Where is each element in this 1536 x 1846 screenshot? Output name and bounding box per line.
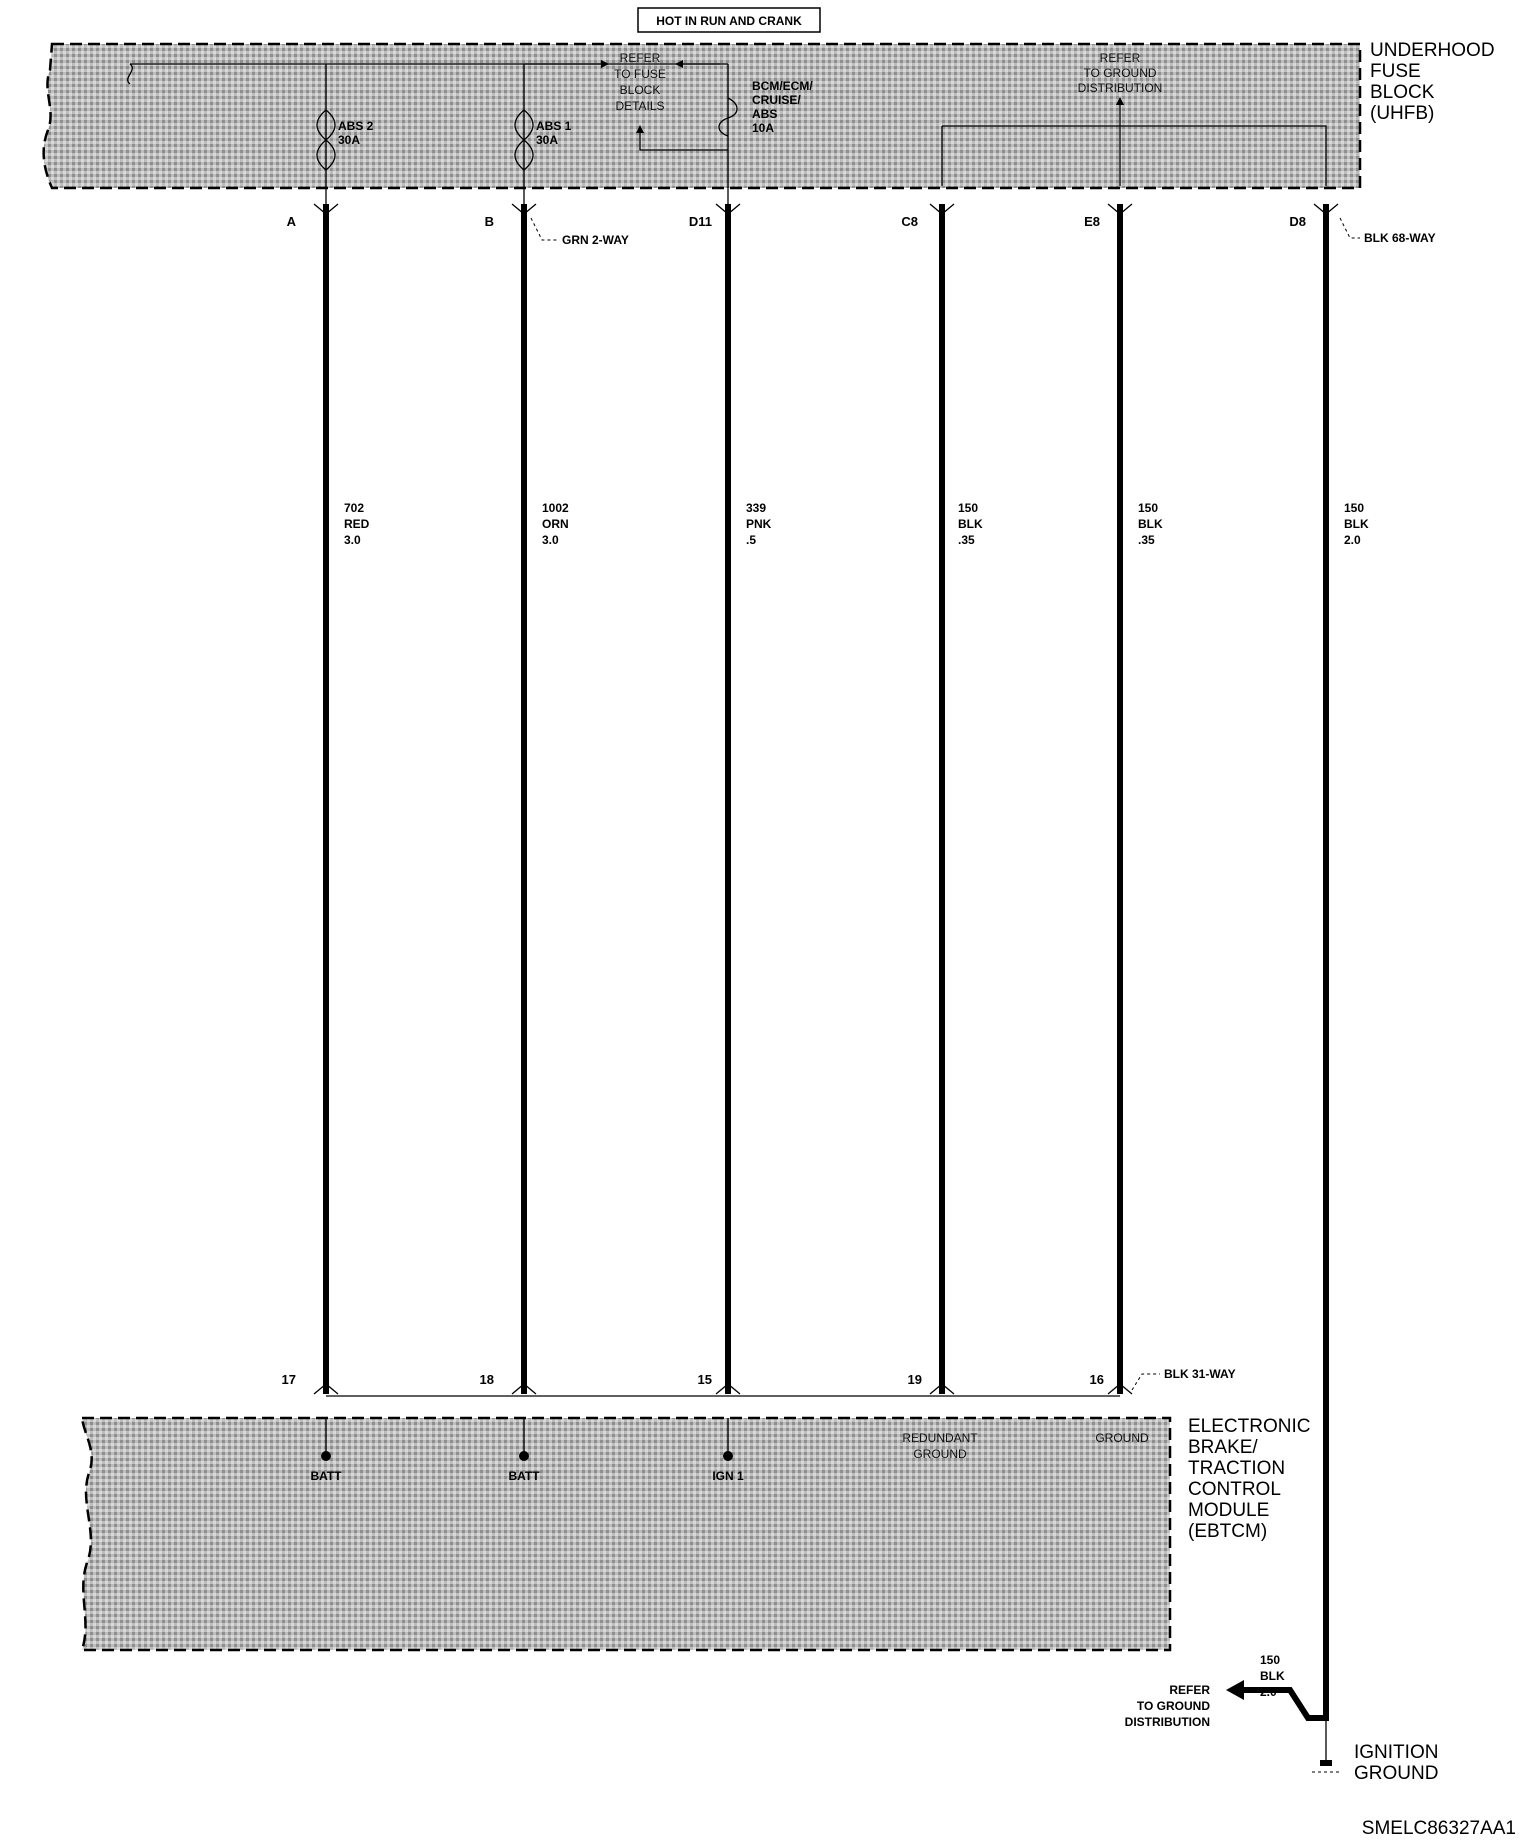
- wire-150-c8-circuit: 150: [958, 501, 979, 515]
- wire-702-top-pin: A: [286, 214, 296, 229]
- wire-339-color: PNK: [746, 517, 772, 531]
- ground-block: [1320, 1760, 1332, 1766]
- ground-refer-2: TO GROUND: [1136, 1699, 1210, 1713]
- ground-wire-color: BLK: [1260, 1669, 1285, 1683]
- wire-1002-size: 3.0: [542, 533, 559, 547]
- wire-1002: [480, 204, 569, 1394]
- fuse-bcm-name-3: ABS: [752, 107, 778, 121]
- wire-150-d8-size: 2.0: [1344, 533, 1361, 547]
- figure-id: SMELC86327AA1: [1361, 1818, 1516, 1839]
- fuse-bcm-name-2: CRUISE/: [752, 93, 801, 107]
- refer-fuse-4: DETAILS: [615, 99, 665, 113]
- wire-702-bottom-pin: 17: [281, 1372, 296, 1387]
- blk31-connector-leader: [1132, 1374, 1160, 1390]
- hot-label: HOT IN RUN AND CRANK: [656, 14, 802, 28]
- ebtcm-box: [82, 1418, 1170, 1650]
- wire-1002-bottom-pin: 18: [479, 1372, 494, 1387]
- wire-150-c8-color: BLK: [958, 517, 983, 531]
- ebtcm-label-4: CONTROL: [1188, 1479, 1281, 1500]
- uhfb-label-2: FUSE: [1370, 61, 1421, 82]
- refer-fuse-3: BLOCK: [619, 83, 661, 97]
- wire-150-d8-top-pin: D8: [1289, 214, 1306, 229]
- ground-refer-1: REFER: [1169, 1683, 1210, 1697]
- wire-1002-color: ORN: [542, 517, 569, 531]
- ebtcm-label-2: BRAKE/: [1188, 1437, 1258, 1458]
- grn-connector-label: GRN 2-WAY: [562, 233, 629, 247]
- ebtcm-label-6: (EBTCM): [1188, 1521, 1268, 1542]
- wire-702: [282, 204, 370, 1394]
- wire-150-e8-color: BLK: [1138, 517, 1163, 531]
- wire-339-circuit: 339: [746, 501, 767, 515]
- uhfb-label-1: UNDERHOOD: [1370, 40, 1495, 61]
- refer-ground-1: REFER: [1099, 51, 1141, 65]
- wire-702-color: RED: [344, 517, 370, 531]
- uhfb-label-3: BLOCK: [1370, 82, 1435, 103]
- refer-ground-3: DISTRIBUTION: [1077, 81, 1163, 95]
- ebtcm-label-5: MODULE: [1188, 1500, 1270, 1521]
- ign1-node-icon: [723, 1451, 733, 1461]
- wire-150-c8-top-pin: C8: [901, 214, 918, 229]
- wire-150-d8-circuit: 150: [1344, 501, 1365, 515]
- batt2-label: BATT: [508, 1469, 540, 1483]
- fuse-abs1-name: ABS 1: [536, 119, 572, 133]
- batt1-node-icon: [321, 1451, 331, 1461]
- fuse-bcm-name-1: BCM/ECM/: [752, 79, 813, 93]
- wire-150-e8-size: .35: [1138, 533, 1155, 547]
- ground-symbol-icon: [1312, 1718, 1342, 1772]
- ground-wire-size: 2.0: [1260, 1685, 1277, 1699]
- wire-150-c8: [901, 204, 983, 1394]
- wire-150-c8-bottom-pin: 19: [907, 1372, 922, 1387]
- wire-702-size: 3.0: [344, 533, 361, 547]
- refer-fuse-1: REFER: [619, 51, 661, 65]
- wire-702-circuit: 702: [344, 501, 365, 515]
- uhfb-label-4: (UHFB): [1370, 103, 1435, 124]
- fuse-bcm-rating: 10A: [752, 121, 775, 135]
- grn-connector-leader: [531, 218, 558, 240]
- fuse-abs2-rating: 30A: [338, 133, 361, 147]
- wire-150-e8: [1084, 204, 1163, 1394]
- fuse-abs1-rating: 30A: [536, 133, 559, 147]
- fuse-abs2-name: ABS 2: [338, 119, 374, 133]
- ground-label: GROUND: [1095, 1431, 1149, 1445]
- wire-339-size: .5: [746, 533, 757, 547]
- wire-150-e8-bottom-pin: 16: [1089, 1372, 1104, 1387]
- ebtcm-label-3: TRACTION: [1188, 1458, 1286, 1479]
- wire-339-top-pin: D11: [688, 214, 712, 229]
- blk68-connector-label: BLK 68-WAY: [1364, 231, 1436, 245]
- ignition-ground-label-2: GROUND: [1354, 1763, 1439, 1784]
- redundant-ground-label-2: GROUND: [913, 1447, 967, 1461]
- wire-150-e8-circuit: 150: [1138, 501, 1159, 515]
- uhfb-box: [44, 44, 1360, 188]
- wire-150-e8-top-pin: E8: [1084, 214, 1100, 229]
- blk31-connector-label: BLK 31-WAY: [1164, 1367, 1236, 1381]
- blk68-connector-leader: [1340, 218, 1360, 238]
- ground-refer-3: DISTRIBUTION: [1124, 1715, 1210, 1729]
- wire-339: [689, 204, 772, 1394]
- batt1-label: BATT: [310, 1469, 342, 1483]
- ground-wire-circuit: 150: [1260, 1653, 1281, 1667]
- wire-339-bottom-pin: 15: [697, 1372, 712, 1387]
- wire-1002-top-pin: B: [484, 214, 494, 229]
- refer-fuse-2: TO FUSE: [614, 67, 666, 81]
- redundant-ground-label-1: REDUNDANT: [902, 1431, 978, 1445]
- wire-150-d8-color: BLK: [1344, 517, 1369, 531]
- batt2-node-icon: [519, 1451, 529, 1461]
- wire-1002-circuit: 1002: [542, 501, 569, 515]
- ignition-ground-label-1: IGNITION: [1354, 1742, 1439, 1763]
- ground-refer-arrow: [1226, 1680, 1244, 1700]
- wire-150-c8-size: .35: [958, 533, 975, 547]
- refer-ground-2: TO GROUND: [1083, 66, 1157, 80]
- ebtcm-label-1: ELECTRONIC: [1188, 1416, 1311, 1437]
- ign1-label: IGN 1: [712, 1469, 744, 1483]
